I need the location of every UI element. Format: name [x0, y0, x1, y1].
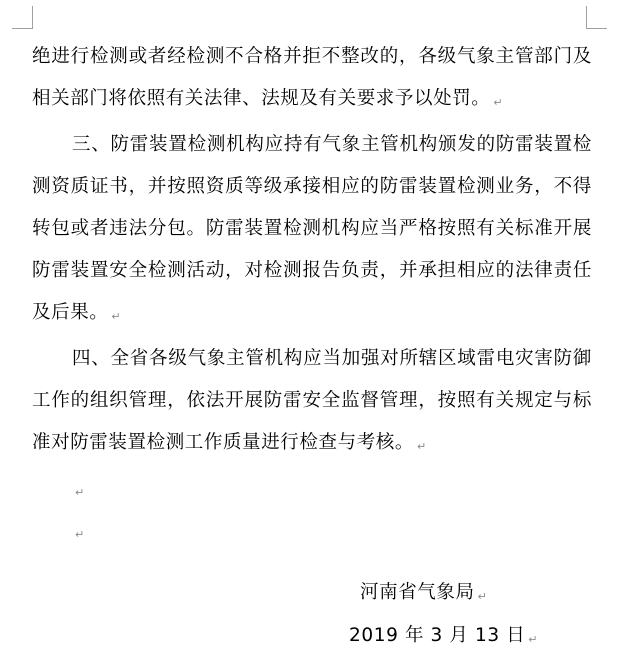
paragraph-four	[32, 338, 592, 468]
signature-line	[360, 577, 487, 613]
paragraph-mark-icon: ↵	[75, 486, 85, 499]
paragraph-mark-icon: ↵	[417, 440, 427, 453]
page-margin-corner-right	[586, 6, 607, 29]
paragraph-mark-icon: ↵	[477, 590, 487, 603]
paragraph-mark-icon: ↵	[528, 633, 538, 646]
paragraph-four-text: 四、全省各级气象主管机构应当加强对所辖区域雷电灾害防御工作的组织管理，依法开展防雷安全监督管理，按照有关规定与标准对防雷装置检测工作质量进行检查与考核。	[32, 348, 592, 453]
document-body	[32, 36, 592, 552]
paragraph-mark-icon: ↵	[75, 528, 85, 541]
signature-text: 河南省气象局	[360, 582, 475, 603]
date-text: 2019 年 3 月 13 日	[349, 625, 526, 646]
empty-paragraph	[32, 510, 592, 552]
paragraph-mark-icon: ↵	[493, 96, 503, 109]
empty-paragraph	[32, 468, 592, 510]
paragraph-three	[32, 124, 592, 338]
paragraph-mark-icon: ↵	[111, 310, 121, 323]
page-margin-corner-left	[12, 6, 33, 29]
date-line	[349, 620, 538, 656]
paragraph-continued	[32, 36, 592, 124]
paragraph-three-text: 三、防雷装置检测机构应持有气象主管机构颁发的防雷装置检测资质证书，并按照资质等级承接相应的防雷装置检测业务，不得转包或者违法分包。防雷装置检测机构应当严格按照有关标准开展防雷装置安全检测活动，对检测报告负责，并承担相应的法律责任及后果。	[32, 134, 592, 323]
paragraph-continued-text: 绝进行检测或者经检测不合格并拒不整改的，各级气象主管部门及相关部门将依照有关法律、法规及有关要求予以处罚。	[32, 46, 592, 109]
